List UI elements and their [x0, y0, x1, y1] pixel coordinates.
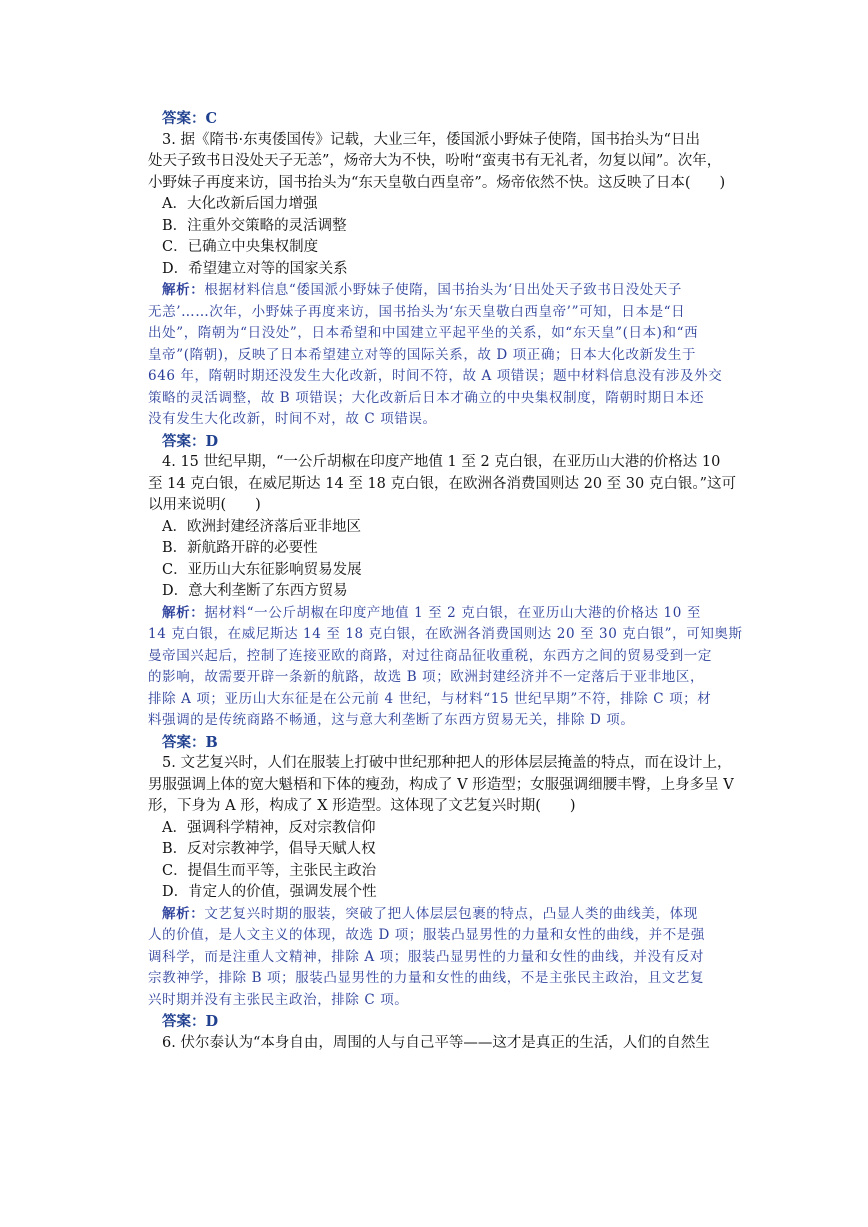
- option-item: C．亚历山大东征影响贸易发展: [162, 561, 362, 578]
- explanation-line: 出处”，隋朝为“日没处”，日本希望和中国建立平起平坐的关系，如“东天皇”(日本)和“西: [148, 325, 699, 341]
- question-line: 至 14 克白银，在威尼斯达 14 至 18 克白银，在欧洲各消费国则达 20 至 30 克白银。”这可: [148, 475, 737, 492]
- option-item: D．希望建立对等的国家关系: [162, 260, 348, 277]
- explanation-line: 料强调的是传统商路不畅通，这与意大利垄断了东西方贸易无关，排除 D 项。: [148, 712, 635, 728]
- explanation-text: 文艺复兴时期的服装，突破了把人体层层包裹的特点，凸显人类的曲线美，体现: [204, 905, 698, 922]
- explanation-line: 无恙’……次年，小野妹子再度来访，国书抬头为‘东天皇敬白西皇帝’”可知，日本是“日: [148, 303, 686, 320]
- question-line: 5. 文艺复兴时，人们在服装上打破中世纪那种把人的形体层层掩盖的特点，而在设计上，: [162, 755, 732, 771]
- question-line: 形，下身为 A 形，构成了 X 形造型。这体现了文艺复兴时期( ): [148, 798, 576, 814]
- option-item: B．注重外交策略的灵活调整: [162, 217, 347, 234]
- explanation-label: 解析：: [162, 282, 205, 298]
- option-item: A．强调科学精神，反对宗教信仰: [162, 819, 376, 836]
- explanation-line: 人的价值，是人文主义的体现，故选 D 项；服装凸显男性的力量和女性的曲线，并不是强: [148, 927, 706, 943]
- explanation-line: [162, 603, 746, 625]
- answer-label: 答案：: [162, 110, 206, 127]
- answer-value: C: [205, 110, 218, 127]
- question-line: 处天子致书日没处天子无恙”，炀帝大为不快，吩咐“蛮夷书有无礼者，勿复以闻”。次年，: [148, 153, 722, 169]
- option-item: D．肯定人的价值，强调发展个性: [162, 884, 377, 900]
- question-line: 4. 15 世纪早期，“一公斤胡椒在印度产地值 1 至 2 克白银，在亚历山大港的价格达 10: [162, 454, 721, 470]
- answer-line: [162, 431, 746, 453]
- answer-line: [162, 1011, 746, 1033]
- answer-line: [162, 732, 746, 754]
- explanation-line: 调科学，而是注重人文精神，排除 A 项；服装凸显男性的力量和女性的曲线，并没有反对: [148, 948, 704, 965]
- answer-label: 答案：: [162, 432, 206, 450]
- question-line: 男服强调上体的宽大魁梧和下体的瘦劲，构成了 V 形造型；女服强调细腰丰臀，上身多呈 V: [148, 776, 734, 793]
- answer-value: D: [205, 1013, 219, 1030]
- option-item: C．已确立中央集权制度: [162, 239, 319, 255]
- answer-label: 答案：: [162, 733, 206, 751]
- explanation-line: [162, 280, 746, 302]
- document-page: [148, 108, 746, 1054]
- explanation-line: 宗教神学，排除 B 项；服装凸显男性的力量和女性的曲线，不是主张民主政治，且文艺复: [148, 970, 705, 986]
- answer-value: B: [205, 733, 218, 751]
- explanation-text: 据材料“一公斤胡椒在印度产地值 1 至 2 克白银，在亚历山大港的价格达 10 至: [204, 604, 701, 621]
- answer-line: [162, 108, 746, 130]
- option-item: B．新航路开辟的必要性: [162, 540, 318, 556]
- answer-value: D: [205, 432, 219, 450]
- option-item: A．大化改新后国力增强: [162, 196, 318, 212]
- explanation-line: 的影响，故需要开辟一条新的航路，故选 B 项；欧洲封建经济并不一定落后于亚非地区，: [148, 669, 705, 685]
- explanation-line: 646 年，隋朝时期还没发生大化改新，时间不符，故 A 项错误；题中材料信息没有涉及外交: [148, 368, 723, 384]
- option-item: C．提倡生而平等，主张民主政治: [162, 862, 377, 879]
- explanation-line: 兴时期并没有主张民主政治，排除 C 项。: [148, 991, 409, 1008]
- explanation-text: 根据材料信息“倭国派小野妹子使隋，国书抬头为‘日出处天子致书日没处天子: [204, 282, 683, 298]
- explanation-label: 解析：: [162, 604, 205, 621]
- option-item: B．反对宗教神学，倡导天赋人权: [162, 841, 376, 857]
- explanation-line: 没有发生大化改新，时间不对，故 C 项错误。: [148, 411, 437, 427]
- question-line: 以用来说明( ): [148, 497, 261, 513]
- question-line: 6. 伏尔泰认为“本身自由，周围的人与自己平等——这才是真正的生活，人们的自然生: [162, 1034, 710, 1051]
- question-line: 小野妹子再度来访，国书抬头为“东天皇敬白西皇帝”。炀帝依然不快。这反映了日本( ): [148, 174, 726, 191]
- option-item: A．欧洲封建经济落后亚非地区: [162, 518, 361, 535]
- explanation-line: 策略的灵活调整，故 B 项错误；大化改新后日本才确立的中央集权制度，隋朝时期日本还: [148, 389, 705, 406]
- explanation-line: 14 克白银，在威尼斯达 14 至 18 克白银，在欧洲各消费国则达 20 至 30 克白银”，可知奥斯: [148, 626, 743, 642]
- question-line: 3. 据《隋书·东夷倭国传》记载，大业三年，倭国派小野妹子使隋，国书抬头为“日出: [162, 131, 700, 148]
- option-item: D．意大利垄断了东西方贸易: [162, 583, 348, 599]
- explanation-line: 排除 A 项；亚历山大东征是在公元前 4 世纪，与材料“15 世纪早期”不符，排除 C 项；材: [148, 690, 712, 707]
- explanation-line: 皇帝”(隋朝)，反映了日本希望建立对等的国际关系，故 D 项正确；日本大化改新发生于: [148, 346, 697, 363]
- explanation-line: 曼帝国兴起后，控制了连接亚欧的商路，对过往商品征收重税，东西方之间的贸易受到一定: [148, 647, 712, 664]
- explanation-line: [162, 904, 746, 926]
- answer-label: 答案：: [162, 1013, 206, 1030]
- explanation-label: 解析：: [162, 905, 205, 922]
